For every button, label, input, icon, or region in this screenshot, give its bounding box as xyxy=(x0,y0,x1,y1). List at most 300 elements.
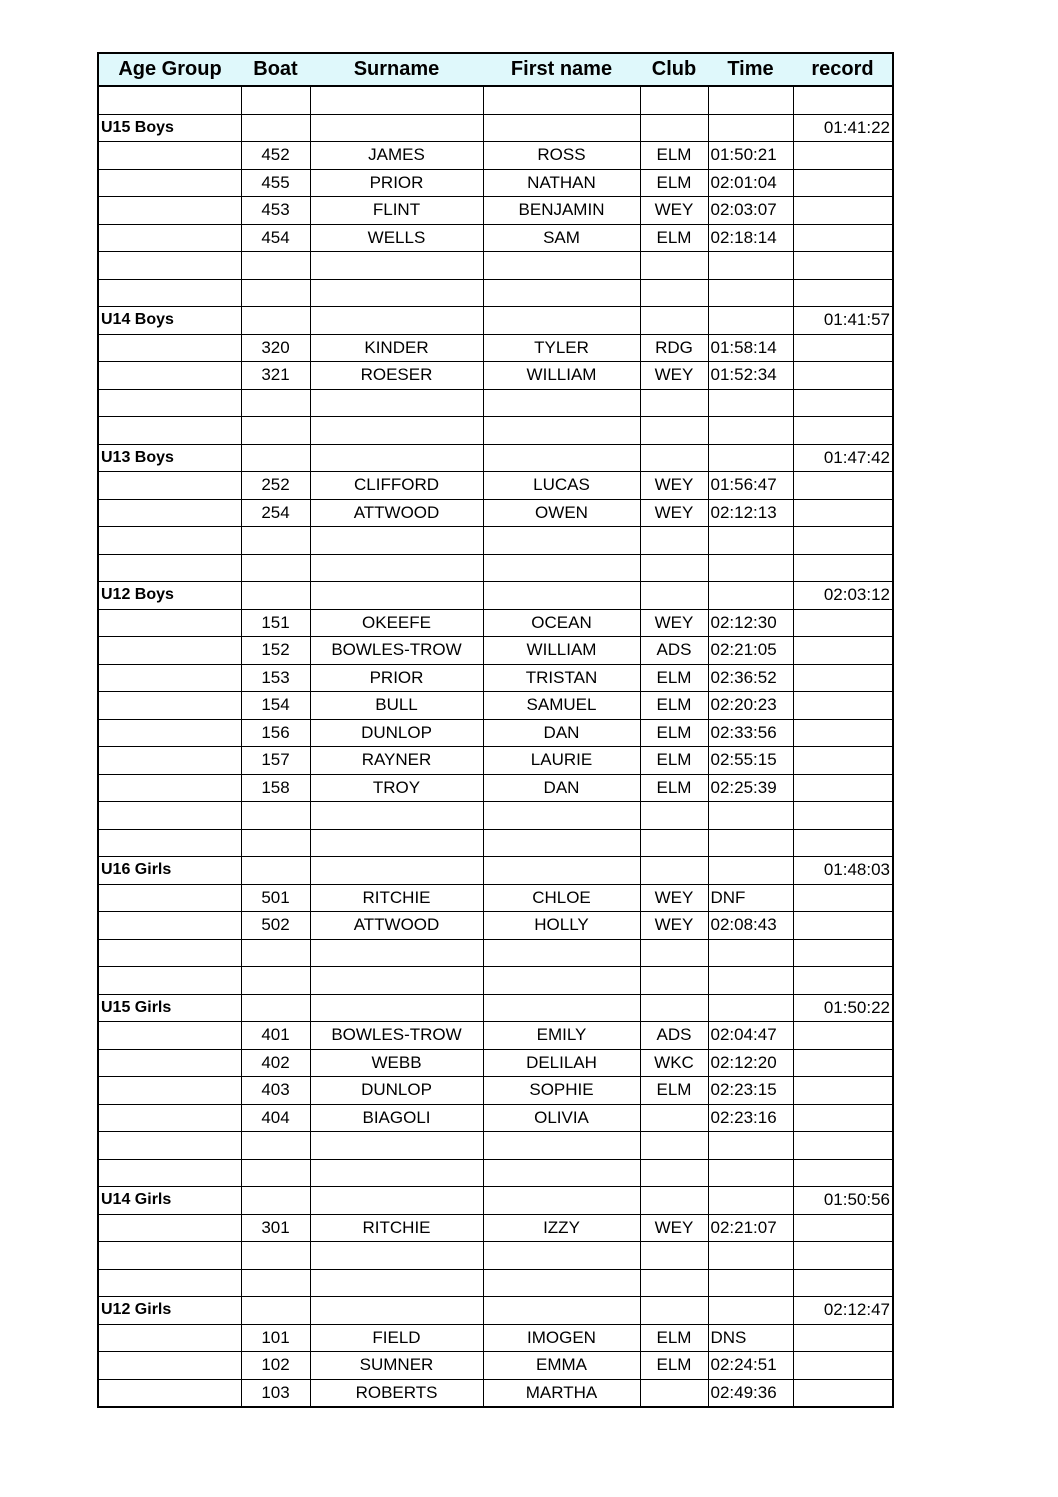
boat-cell: 254 xyxy=(241,499,310,527)
first-name-cell: OCEAN xyxy=(483,609,640,637)
time-cell: 02:12:20 xyxy=(708,1049,793,1077)
age-group-cell xyxy=(98,252,241,280)
age-group-cell xyxy=(98,1049,241,1077)
club-cell xyxy=(640,967,708,995)
boat-cell: 404 xyxy=(241,1104,310,1132)
surname-cell: SUMNER xyxy=(310,1352,483,1380)
record-cell: 01:48:03 xyxy=(793,857,893,885)
boat-cell xyxy=(241,802,310,830)
age-group-cell xyxy=(98,389,241,417)
time-cell xyxy=(708,307,793,335)
record-cell xyxy=(793,1104,893,1132)
club-cell: ELM xyxy=(640,692,708,720)
record-cell xyxy=(793,1159,893,1187)
age-group-cell xyxy=(98,1269,241,1297)
first-name-cell: DAN xyxy=(483,774,640,802)
boat-cell xyxy=(241,114,310,142)
time-cell xyxy=(708,857,793,885)
boat-cell xyxy=(241,967,310,995)
first-name-cell xyxy=(483,1242,640,1270)
time-cell xyxy=(708,802,793,830)
first-name-cell xyxy=(483,802,640,830)
time-cell xyxy=(708,829,793,857)
time-cell: 02:21:07 xyxy=(708,1214,793,1242)
club-cell xyxy=(640,994,708,1022)
surname-cell: KINDER xyxy=(310,334,483,362)
record-cell xyxy=(793,334,893,362)
table-row xyxy=(98,86,893,114)
surname-cell: FIELD xyxy=(310,1324,483,1352)
boat-cell: 455 xyxy=(241,169,310,197)
club-cell xyxy=(640,307,708,335)
first-name-cell xyxy=(483,1297,640,1325)
age-group-cell xyxy=(98,554,241,582)
club-cell xyxy=(640,86,708,114)
boat-cell: 156 xyxy=(241,719,310,747)
age-group-cell xyxy=(98,197,241,225)
age-group-cell: U12 Girls xyxy=(98,1297,241,1325)
club-cell xyxy=(640,444,708,472)
club-cell: ADS xyxy=(640,637,708,665)
boat-cell xyxy=(241,417,310,445)
boat-cell: 157 xyxy=(241,747,310,775)
record-cell: 01:41:22 xyxy=(793,114,893,142)
age-group-cell xyxy=(98,1159,241,1187)
club-cell: WKC xyxy=(640,1049,708,1077)
club-cell xyxy=(640,1104,708,1132)
boat-cell: 402 xyxy=(241,1049,310,1077)
group-header-row xyxy=(98,582,893,610)
table-row xyxy=(98,417,893,445)
time-cell xyxy=(708,444,793,472)
club-cell xyxy=(640,1159,708,1187)
age-group-cell xyxy=(98,1324,241,1352)
record-cell xyxy=(793,774,893,802)
club-cell xyxy=(640,857,708,885)
age-group-cell xyxy=(98,884,241,912)
first-name-cell: IZZY xyxy=(483,1214,640,1242)
first-name-cell xyxy=(483,252,640,280)
table-row xyxy=(98,472,893,500)
table-row xyxy=(98,1269,893,1297)
table-row xyxy=(98,1379,893,1407)
age-group-cell xyxy=(98,1132,241,1160)
record-cell xyxy=(793,609,893,637)
table-row xyxy=(98,692,893,720)
record-cell xyxy=(793,1022,893,1050)
time-cell xyxy=(708,1242,793,1270)
boat-cell: 320 xyxy=(241,334,310,362)
record-cell: 02:03:12 xyxy=(793,582,893,610)
time-cell: 02:20:23 xyxy=(708,692,793,720)
surname-cell xyxy=(310,1297,483,1325)
club-cell xyxy=(640,802,708,830)
club-cell xyxy=(640,582,708,610)
table-row xyxy=(98,1022,893,1050)
time-cell: 02:55:15 xyxy=(708,747,793,775)
boat-cell xyxy=(241,1242,310,1270)
boat-cell: 102 xyxy=(241,1352,310,1380)
record-cell xyxy=(793,527,893,555)
table-row xyxy=(98,554,893,582)
table-row xyxy=(98,142,893,170)
header-first-name: First name xyxy=(483,53,640,86)
record-cell xyxy=(793,939,893,967)
time-cell xyxy=(708,417,793,445)
club-cell xyxy=(640,554,708,582)
first-name-cell xyxy=(483,939,640,967)
age-group-cell xyxy=(98,747,241,775)
boat-cell xyxy=(241,1159,310,1187)
age-group-cell xyxy=(98,499,241,527)
surname-cell xyxy=(310,1242,483,1270)
age-group-cell xyxy=(98,86,241,114)
age-group-cell xyxy=(98,774,241,802)
boat-cell xyxy=(241,527,310,555)
age-group-cell xyxy=(98,719,241,747)
first-name-cell: WILLIAM xyxy=(483,362,640,390)
surname-cell: BOWLES-TROW xyxy=(310,1022,483,1050)
table-row xyxy=(98,1159,893,1187)
surname-cell: FLINT xyxy=(310,197,483,225)
table-row xyxy=(98,1077,893,1105)
time-cell: 02:04:47 xyxy=(708,1022,793,1050)
record-cell: 01:50:56 xyxy=(793,1187,893,1215)
age-group-cell xyxy=(98,362,241,390)
club-cell: RDG xyxy=(640,334,708,362)
club-cell: ELM xyxy=(640,747,708,775)
boat-cell: 453 xyxy=(241,197,310,225)
first-name-cell: WILLIAM xyxy=(483,637,640,665)
boat-cell xyxy=(241,994,310,1022)
results-table xyxy=(97,52,894,1408)
surname-cell xyxy=(310,527,483,555)
surname-cell: RITCHIE xyxy=(310,1214,483,1242)
surname-cell: ROESER xyxy=(310,362,483,390)
surname-cell xyxy=(310,582,483,610)
age-group-cell xyxy=(98,1242,241,1270)
boat-cell xyxy=(241,1132,310,1160)
club-cell xyxy=(640,252,708,280)
club-cell xyxy=(640,1269,708,1297)
age-group-cell: U15 Boys xyxy=(98,114,241,142)
age-group-cell: U15 Girls xyxy=(98,994,241,1022)
table-row xyxy=(98,252,893,280)
club-cell: ELM xyxy=(640,664,708,692)
boat-cell: 152 xyxy=(241,637,310,665)
surname-cell xyxy=(310,1132,483,1160)
surname-cell: WELLS xyxy=(310,224,483,252)
surname-cell xyxy=(310,994,483,1022)
club-cell xyxy=(640,527,708,555)
record-cell xyxy=(793,1132,893,1160)
age-group-cell xyxy=(98,417,241,445)
group-header-row xyxy=(98,114,893,142)
boat-cell: 401 xyxy=(241,1022,310,1050)
surname-cell xyxy=(310,417,483,445)
club-cell xyxy=(640,1132,708,1160)
table-row xyxy=(98,224,893,252)
first-name-cell xyxy=(483,582,640,610)
table-row xyxy=(98,912,893,940)
table-row xyxy=(98,637,893,665)
first-name-cell: OWEN xyxy=(483,499,640,527)
boat-cell: 321 xyxy=(241,362,310,390)
age-group-cell xyxy=(98,1214,241,1242)
time-cell xyxy=(708,114,793,142)
record-cell xyxy=(793,224,893,252)
surname-cell: ROBERTS xyxy=(310,1379,483,1407)
age-group-cell xyxy=(98,912,241,940)
surname-cell: PRIOR xyxy=(310,169,483,197)
record-cell xyxy=(793,1242,893,1270)
club-cell xyxy=(640,389,708,417)
table-row xyxy=(98,1242,893,1270)
header-surname: Surname xyxy=(310,53,483,86)
group-header-row xyxy=(98,1187,893,1215)
record-cell xyxy=(793,1379,893,1407)
surname-cell xyxy=(310,802,483,830)
age-group-cell: U16 Girls xyxy=(98,857,241,885)
time-cell: 01:56:47 xyxy=(708,472,793,500)
boat-cell: 452 xyxy=(241,142,310,170)
header-record: record xyxy=(793,53,893,86)
surname-cell xyxy=(310,1187,483,1215)
time-cell: 02:12:30 xyxy=(708,609,793,637)
group-header-row xyxy=(98,994,893,1022)
surname-cell: BIAGOLI xyxy=(310,1104,483,1132)
age-group-cell xyxy=(98,1352,241,1380)
surname-cell: TROY xyxy=(310,774,483,802)
club-cell: WEY xyxy=(640,362,708,390)
time-cell: 02:08:43 xyxy=(708,912,793,940)
first-name-cell xyxy=(483,389,640,417)
age-group-cell: U13 Boys xyxy=(98,444,241,472)
surname-cell: ATTWOOD xyxy=(310,499,483,527)
boat-cell xyxy=(241,1187,310,1215)
first-name-cell xyxy=(483,994,640,1022)
time-cell: DNF xyxy=(708,884,793,912)
time-cell: 02:12:13 xyxy=(708,499,793,527)
table-row xyxy=(98,334,893,362)
first-name-cell: IMOGEN xyxy=(483,1324,640,1352)
club-cell: WEY xyxy=(640,197,708,225)
first-name-cell xyxy=(483,554,640,582)
record-cell xyxy=(793,802,893,830)
surname-cell: DUNLOP xyxy=(310,719,483,747)
record-cell xyxy=(793,692,893,720)
surname-cell: JAMES xyxy=(310,142,483,170)
time-cell: DNS xyxy=(708,1324,793,1352)
record-cell xyxy=(793,142,893,170)
record-cell xyxy=(793,389,893,417)
first-name-cell: SAMUEL xyxy=(483,692,640,720)
age-group-cell xyxy=(98,224,241,252)
header-club: Club xyxy=(640,53,708,86)
club-cell: ELM xyxy=(640,774,708,802)
boat-cell xyxy=(241,86,310,114)
age-group-cell xyxy=(98,939,241,967)
surname-cell: RITCHIE xyxy=(310,884,483,912)
time-cell xyxy=(708,279,793,307)
header-boat: Boat xyxy=(241,53,310,86)
club-cell xyxy=(640,1297,708,1325)
group-header-row xyxy=(98,307,893,335)
first-name-cell xyxy=(483,1132,640,1160)
age-group-cell: U14 Boys xyxy=(98,307,241,335)
time-cell xyxy=(708,1132,793,1160)
age-group-cell xyxy=(98,334,241,362)
time-cell xyxy=(708,252,793,280)
first-name-cell: EMMA xyxy=(483,1352,640,1380)
age-group-cell xyxy=(98,692,241,720)
time-cell: 02:24:51 xyxy=(708,1352,793,1380)
time-cell: 02:21:05 xyxy=(708,637,793,665)
boat-cell: 502 xyxy=(241,912,310,940)
record-cell xyxy=(793,1049,893,1077)
table-row xyxy=(98,719,893,747)
record-cell xyxy=(793,554,893,582)
first-name-cell: LUCAS xyxy=(483,472,640,500)
first-name-cell: NATHAN xyxy=(483,169,640,197)
age-group-cell xyxy=(98,664,241,692)
first-name-cell xyxy=(483,307,640,335)
boat-cell xyxy=(241,307,310,335)
age-group-cell xyxy=(98,1379,241,1407)
group-header-row xyxy=(98,444,893,472)
first-name-cell xyxy=(483,1187,640,1215)
boat-cell: 151 xyxy=(241,609,310,637)
first-name-cell: EMILY xyxy=(483,1022,640,1050)
record-cell xyxy=(793,1269,893,1297)
table-row xyxy=(98,1214,893,1242)
time-cell: 01:58:14 xyxy=(708,334,793,362)
record-cell xyxy=(793,884,893,912)
time-cell: 02:01:04 xyxy=(708,169,793,197)
club-cell: WEY xyxy=(640,912,708,940)
time-cell: 02:23:16 xyxy=(708,1104,793,1132)
time-cell: 02:03:07 xyxy=(708,197,793,225)
surname-cell: PRIOR xyxy=(310,664,483,692)
boat-cell xyxy=(241,857,310,885)
boat-cell: 103 xyxy=(241,1379,310,1407)
surname-cell xyxy=(310,279,483,307)
record-cell: 01:47:42 xyxy=(793,444,893,472)
surname-cell: WEBB xyxy=(310,1049,483,1077)
age-group-cell xyxy=(98,609,241,637)
surname-cell: ATTWOOD xyxy=(310,912,483,940)
age-group-cell xyxy=(98,967,241,995)
boat-cell xyxy=(241,554,310,582)
boat-cell: 501 xyxy=(241,884,310,912)
record-cell xyxy=(793,417,893,445)
club-cell: WEY xyxy=(640,884,708,912)
first-name-cell: TRISTAN xyxy=(483,664,640,692)
club-cell: WEY xyxy=(640,1214,708,1242)
age-group-cell xyxy=(98,1104,241,1132)
time-cell xyxy=(708,1297,793,1325)
surname-cell xyxy=(310,939,483,967)
time-cell: 02:25:39 xyxy=(708,774,793,802)
first-name-cell: DAN xyxy=(483,719,640,747)
record-cell xyxy=(793,912,893,940)
age-group-cell xyxy=(98,1077,241,1105)
table-row xyxy=(98,389,893,417)
record-cell xyxy=(793,967,893,995)
surname-cell xyxy=(310,967,483,995)
record-cell xyxy=(793,279,893,307)
club-cell: ELM xyxy=(640,169,708,197)
surname-cell: BULL xyxy=(310,692,483,720)
age-group-cell: U12 Boys xyxy=(98,582,241,610)
age-group-cell xyxy=(98,1022,241,1050)
first-name-cell: ROSS xyxy=(483,142,640,170)
boat-cell xyxy=(241,389,310,417)
surname-cell: OKEEFE xyxy=(310,609,483,637)
record-cell xyxy=(793,252,893,280)
first-name-cell: CHLOE xyxy=(483,884,640,912)
first-name-cell xyxy=(483,114,640,142)
boat-cell xyxy=(241,829,310,857)
boat-cell xyxy=(241,1269,310,1297)
time-cell: 01:52:34 xyxy=(708,362,793,390)
age-group-cell xyxy=(98,802,241,830)
table-row xyxy=(98,774,893,802)
first-name-cell: OLIVIA xyxy=(483,1104,640,1132)
table-header xyxy=(98,53,893,86)
header-time: Time xyxy=(708,53,793,86)
boat-cell xyxy=(241,939,310,967)
club-cell xyxy=(640,279,708,307)
record-cell xyxy=(793,169,893,197)
table-body xyxy=(98,86,893,1407)
table-row xyxy=(98,664,893,692)
surname-cell xyxy=(310,829,483,857)
time-cell: 01:50:21 xyxy=(708,142,793,170)
club-cell xyxy=(640,114,708,142)
time-cell xyxy=(708,554,793,582)
first-name-cell: BENJAMIN xyxy=(483,197,640,225)
record-cell xyxy=(793,362,893,390)
boat-cell: 158 xyxy=(241,774,310,802)
table-row xyxy=(98,279,893,307)
table-row xyxy=(98,169,893,197)
record-cell: 02:12:47 xyxy=(793,1297,893,1325)
boat-cell: 301 xyxy=(241,1214,310,1242)
surname-cell xyxy=(310,86,483,114)
club-cell xyxy=(640,1379,708,1407)
first-name-cell xyxy=(483,829,640,857)
record-cell xyxy=(793,664,893,692)
time-cell: 02:23:15 xyxy=(708,1077,793,1105)
surname-cell xyxy=(310,114,483,142)
record-cell xyxy=(793,472,893,500)
time-cell: 02:36:52 xyxy=(708,664,793,692)
surname-cell xyxy=(310,389,483,417)
club-cell xyxy=(640,1242,708,1270)
first-name-cell xyxy=(483,857,640,885)
table-row xyxy=(98,499,893,527)
age-group-cell xyxy=(98,169,241,197)
record-cell xyxy=(793,637,893,665)
boat-cell: 403 xyxy=(241,1077,310,1105)
first-name-cell: SOPHIE xyxy=(483,1077,640,1105)
club-cell xyxy=(640,939,708,967)
time-cell xyxy=(708,967,793,995)
club-cell: ADS xyxy=(640,1022,708,1050)
record-cell xyxy=(793,1077,893,1105)
first-name-cell: DELILAH xyxy=(483,1049,640,1077)
